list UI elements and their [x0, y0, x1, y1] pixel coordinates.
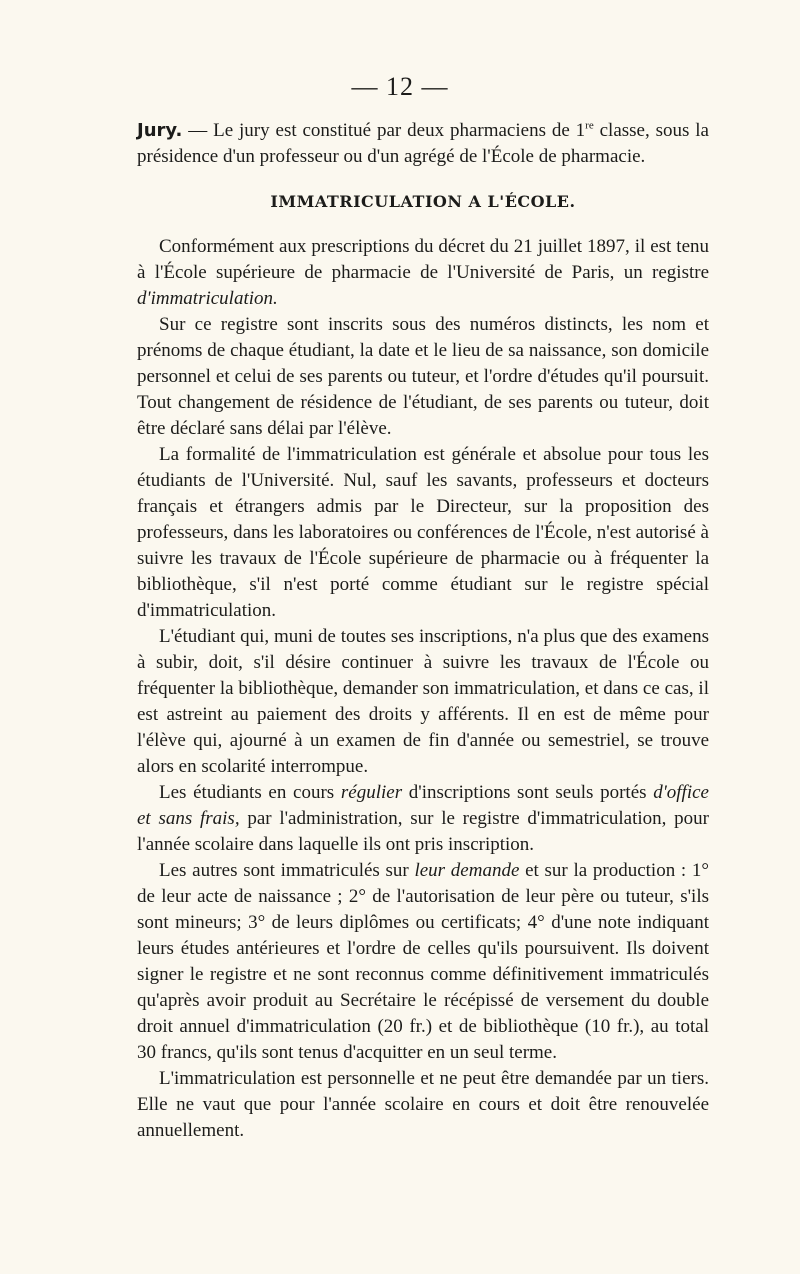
paragraph-other-students: [137, 858, 709, 1066]
paragraph-personal: L'immatriculation est personnelle et ne peut être demandée par un tiers. Elle ne vaut que pour l'année scolaire en cours et doit être renouvelée annuellement.: [137, 1068, 709, 1141]
paragraph-other-text-a: Les autres sont immatriculés sur: [159, 860, 415, 881]
jury-superscript: re: [585, 119, 594, 132]
paragraph-regular-text-c: par l'administration, sur le registre d'immatriculation, pour l'année scolaire dans laquelle ils ont pris inscription.: [137, 808, 709, 855]
paragraph-formality: La formalité de l'immatriculation est générale et absolue pour tous les étudiants de l'Université. Nul, sauf les savants, professeurs et docteurs français et étrangers admis par le Directeur, sur la proposition des professeurs, dans les laboratoires ou conférences de l'École, n'est autorisé à suivre les travaux de l'École supérieure de pharmacie ou à fréquenter la bibliothèque, s'il n'est porté comme étudiant sur le registre spécial d'immatriculation.: [137, 444, 709, 621]
paragraph-regular-text-a: Les étudiants en cours: [159, 782, 341, 803]
paragraph-student-exams: L'étudiant qui, muni de toutes ses inscriptions, n'a plus que des examens à subir, doit, s'il désire continuer à suivre les travaux de l'École ou fréquenter la bibliothèque, demander son immatriculation, et dans ce cas, il est astreint au paiement des droits y afférents. Il en est de même pour l'élève qui, ajourné à un examen de fin d'année ou semestriel, se trouve alors en scolarité interrompue.: [137, 626, 709, 777]
section-heading: IMMATRICULATION A L'ÉCOLE.: [270, 192, 576, 211]
paragraph-other-italic: leur demande: [414, 860, 520, 881]
jury-text-2: classe, sous la présidence d'un professeur ou d'un agrégé de l'École de pharmacie.: [137, 120, 709, 167]
paragraph-decree-italic: d'immatriculation.: [137, 288, 278, 309]
page-body: [137, 118, 709, 1144]
jury-paragraph: [137, 118, 709, 170]
paragraph-regular-text-b: d'inscriptions sont seuls portés: [402, 782, 654, 803]
paragraph-decree-text: Conformément aux prescriptions du décret du 21 juillet 1897, il est tenu à l'École supérieure de pharmacie de l'Université de Paris, un registre: [137, 236, 709, 283]
jury-text-1: Le jury est constitué par deux pharmaciens de 1: [213, 120, 586, 141]
jury-dash: —: [182, 120, 214, 141]
paragraph-other-text-b: et sur la production : 1° de leur acte de naissance ; 2° de l'autorisation de leur père ou tuteur, s'ils sont mineurs; 3° de leurs diplômes ou certificats; 4° d'une note indiquant leurs études antérieures et l'ordre de celles qu'ils poursuivent. Ils doivent signer le registre et ne sont reconnus comme définitivement immatriculés qu'après avoir produit au Secrétaire le récépissé de versement du double droit annuel d'immatriculation (20 fr.) et de bibliothèque (10 fr.), au total 30 francs, qu'ils sont tenus d'acquitter en un seul terme.: [137, 860, 710, 1063]
paragraph-regular-students: [137, 780, 709, 858]
jury-heading: Jury.: [137, 120, 183, 141]
paragraph-regular-italic-2: d'office et sans frais,: [137, 782, 709, 829]
paragraph-register: Sur ce registre sont inscrits sous des numéros distincts, les nom et prénoms de chaque étudiant, la date et le lieu de sa naissance, son domicile personnel et celui de ses parents ou tuteur, et l'ordre d'études qu'il poursuit. Tout changement de résidence de l'étudiant, de ses parents ou tuteur, doit être déclaré sans délai par l'élève.: [137, 314, 709, 439]
page-number: — 12 —: [351, 72, 449, 101]
paragraph-regular-italic-1: régulier: [340, 782, 403, 803]
paragraph-decree: [137, 234, 709, 312]
